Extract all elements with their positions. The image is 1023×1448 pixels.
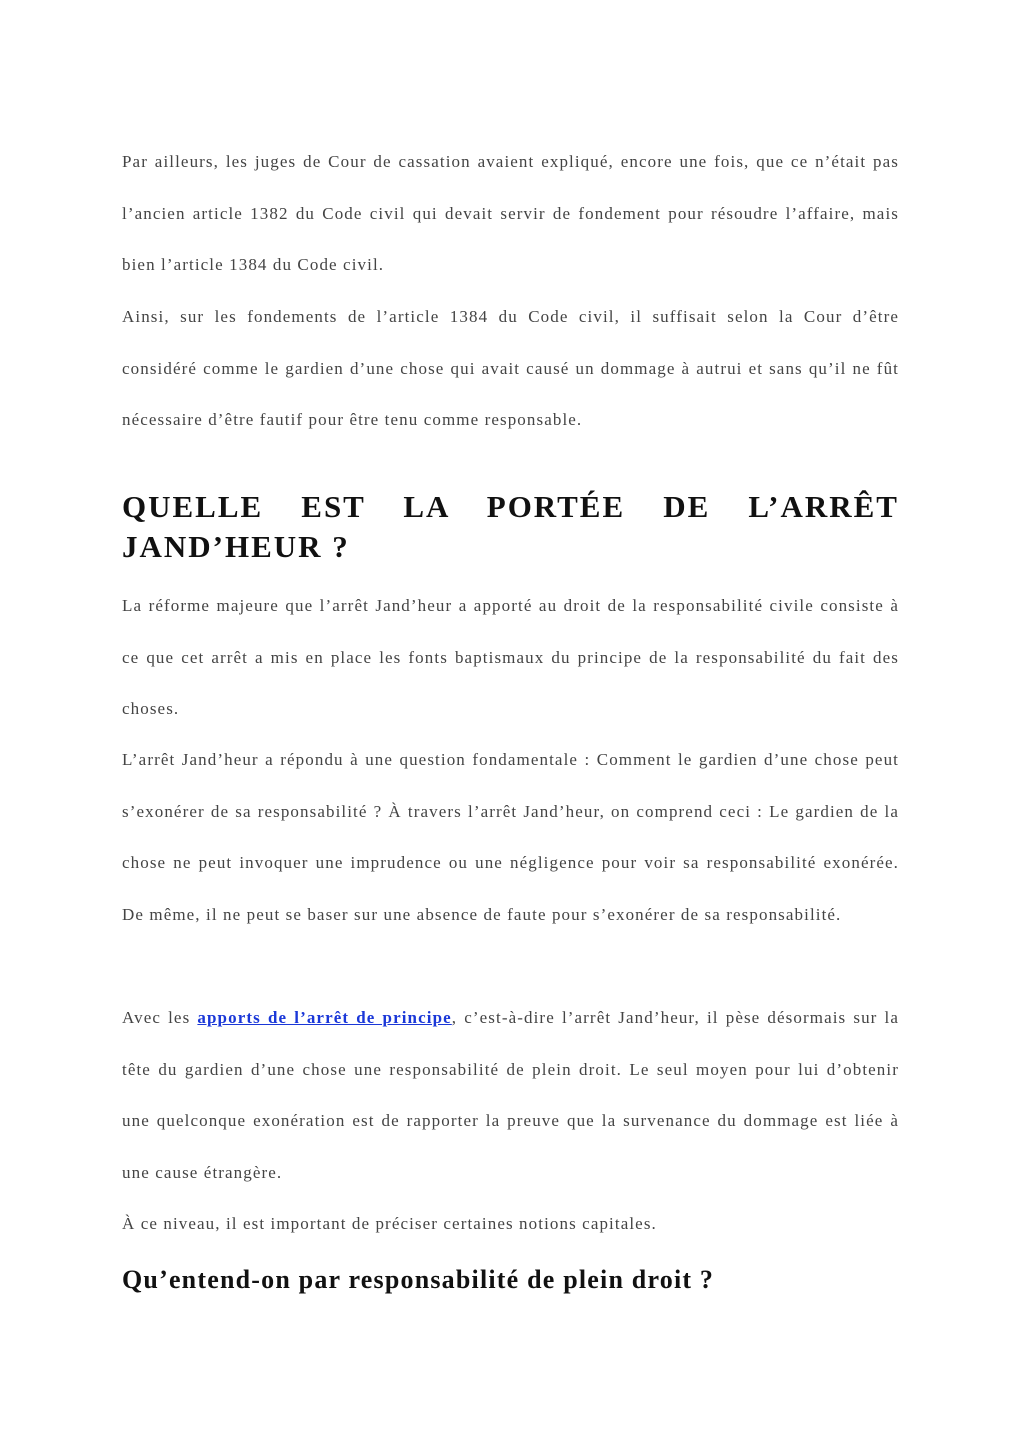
paragraph-text: , c’est-à-dire l’arrêt Jand’heur, il pèse désormais sur la tête du gardien d’une chose une responsabilité de plein droit. Le seul moyen pour lui d’obtenir une quelconque exonération est de rapporter la preuve que la survenance du dommage est liée à une cause étrangère. bbox=[122, 1008, 900, 1182]
paragraph: La réforme majeure que l’arrêt Jand’heur a apporté au droit de la responsabilité civile consiste à ce que cet arrêt a mis en place les fonts baptismaux du principe de la responsabilité du fait des choses. bbox=[122, 596, 899, 719]
paragraph bbox=[122, 992, 899, 1198]
paragraph: Par ailleurs, les juges de Cour de cassation avaient expliqué, encore une fois, que ce n’était pas l’ancien article 1382 du Code civil qui devait servir de fondement pour résoudre l’affaire, mais bien l’article 1384 du Code civil. bbox=[122, 152, 899, 275]
paragraph: L’arrêt Jand’heur a répondu à une question fondamentale : Comment le gardien d’une chose peut s’exonérer de sa responsabilité ? À travers l’arrêt Jand’heur, on comprend ceci : Le gardien de la chose ne peut invoquer une imprudence ou une négligence pour voir sa responsabilité exonérée. De même, il ne peut se baser sur une absence de faute pour s’exonérer de sa responsabilité. bbox=[122, 750, 899, 924]
principle-link[interactable]: apports de l’arrêt de principe bbox=[197, 1008, 452, 1027]
subsection-heading: Qu’entend-on par responsabilité de plein droit ? bbox=[122, 1265, 715, 1294]
paragraph: À ce niveau, il est important de préciser certaines notions capitales. bbox=[122, 1214, 657, 1233]
section-heading bbox=[122, 487, 899, 567]
section-heading-line: JAND’HEUR ? bbox=[122, 529, 350, 564]
paragraph: Ainsi, sur les fondements de l’article 1384 du Code civil, il suffisait selon la Cour d’être considéré comme le gardien d’une chose qui avait causé un dommage à autrui et sans qu’il ne fût nécessaire d’être fautif pour être tenu comme responsable. bbox=[122, 307, 899, 430]
paragraph-text: Avec les bbox=[122, 1008, 198, 1027]
section-heading-line: QUELLE EST LA PORTÉE DE L’ARRÊT bbox=[122, 489, 899, 524]
